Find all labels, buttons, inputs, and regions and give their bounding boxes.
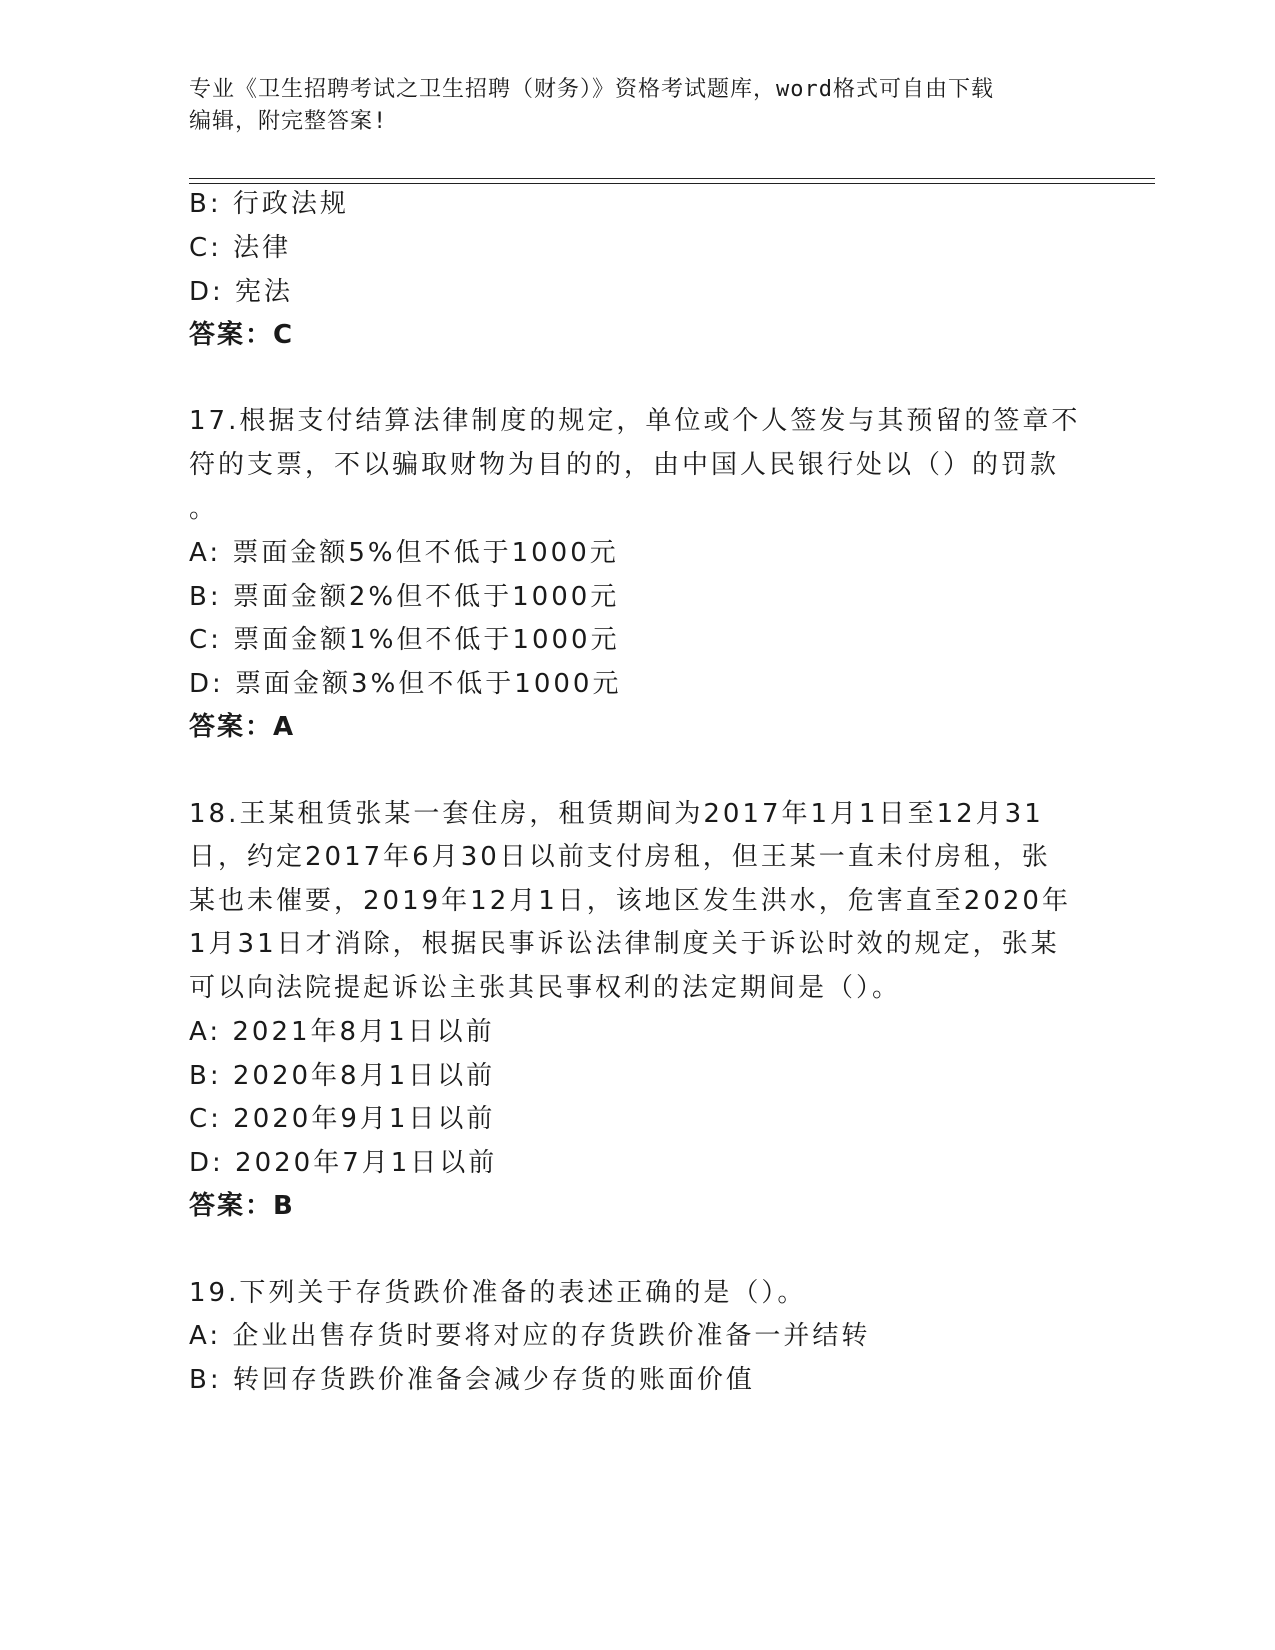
header-divider-top — [189, 178, 1155, 179]
q16-option-b: B: 行政法规 — [189, 189, 349, 219]
q17-option-a: A: 票面金额5%但不低于1000元 — [189, 538, 619, 568]
q18-stem-line-4: 1月31日才消除，根据民事诉讼法律制度关于诉讼时效的规定，张某 — [189, 929, 1060, 959]
header-divider-bottom — [189, 183, 1155, 184]
q17-option-c: C: 票面金额1%但不低于1000元 — [189, 625, 620, 655]
q18-option-d: D: 2020年7月1日以前 — [189, 1148, 498, 1178]
q18-stem-line-2: 日，约定2017年6月30日以前支付房租，但王某一直未付房租，张 — [189, 842, 1051, 872]
q17-answer: 答案：A — [189, 712, 296, 742]
q16-option-d: D: 宪法 — [189, 277, 294, 307]
q18-answer: 答案：B — [189, 1191, 295, 1221]
header-title-line-2: 编辑，附完整答案! — [189, 109, 388, 134]
q18-stem-line-1: 18.王某租赁张某一套住房，租赁期间为2017年1月1日至12月31 — [189, 799, 1044, 829]
q18-option-a: A: 2021年8月1日以前 — [189, 1017, 495, 1047]
q17-option-b: B: 票面金额2%但不低于1000元 — [189, 582, 620, 612]
q17-stem-line-1: 17.根据支付结算法律制度的规定，单位或个人签发与其预留的签章不 — [189, 406, 1081, 436]
q17-stem-line-2: 符的支票，不以骗取财物为目的的，由中国人民银行处以（）的罚款 — [189, 450, 1060, 480]
q16-option-c: C: 法律 — [189, 233, 292, 263]
q18-option-c: C: 2020年9月1日以前 — [189, 1104, 496, 1134]
q19-stem-line-1: 19.下列关于存货跌价准备的表述正确的是（）。 — [189, 1278, 807, 1308]
q16-answer: 答案：C — [189, 320, 295, 350]
q19-option-b: B: 转回存货跌价准备会减少存货的账面价值 — [189, 1365, 755, 1395]
q18-stem-line-5: 可以向法院提起诉讼主张其民事权利的法定期间是（）。 — [189, 973, 902, 1003]
page-header — [189, 74, 1089, 138]
q17-option-d: D: 票面金额3%但不低于1000元 — [189, 669, 622, 699]
q17-stem-line-3: 。 — [189, 494, 219, 524]
header-title-line-1: 专业《卫生招聘考试之卫生招聘（财务）》资格考试题库，word格式可自由下载 — [189, 77, 994, 102]
q18-stem-line-3: 某也未催要，2019年12月1日，该地区发生洪水，危害直至2020年 — [189, 886, 1071, 916]
q18-option-b: B: 2020年8月1日以前 — [189, 1061, 496, 1091]
q19-option-a: A: 企业出售存货时要将对应的存货跌价准备一并结转 — [189, 1321, 871, 1351]
